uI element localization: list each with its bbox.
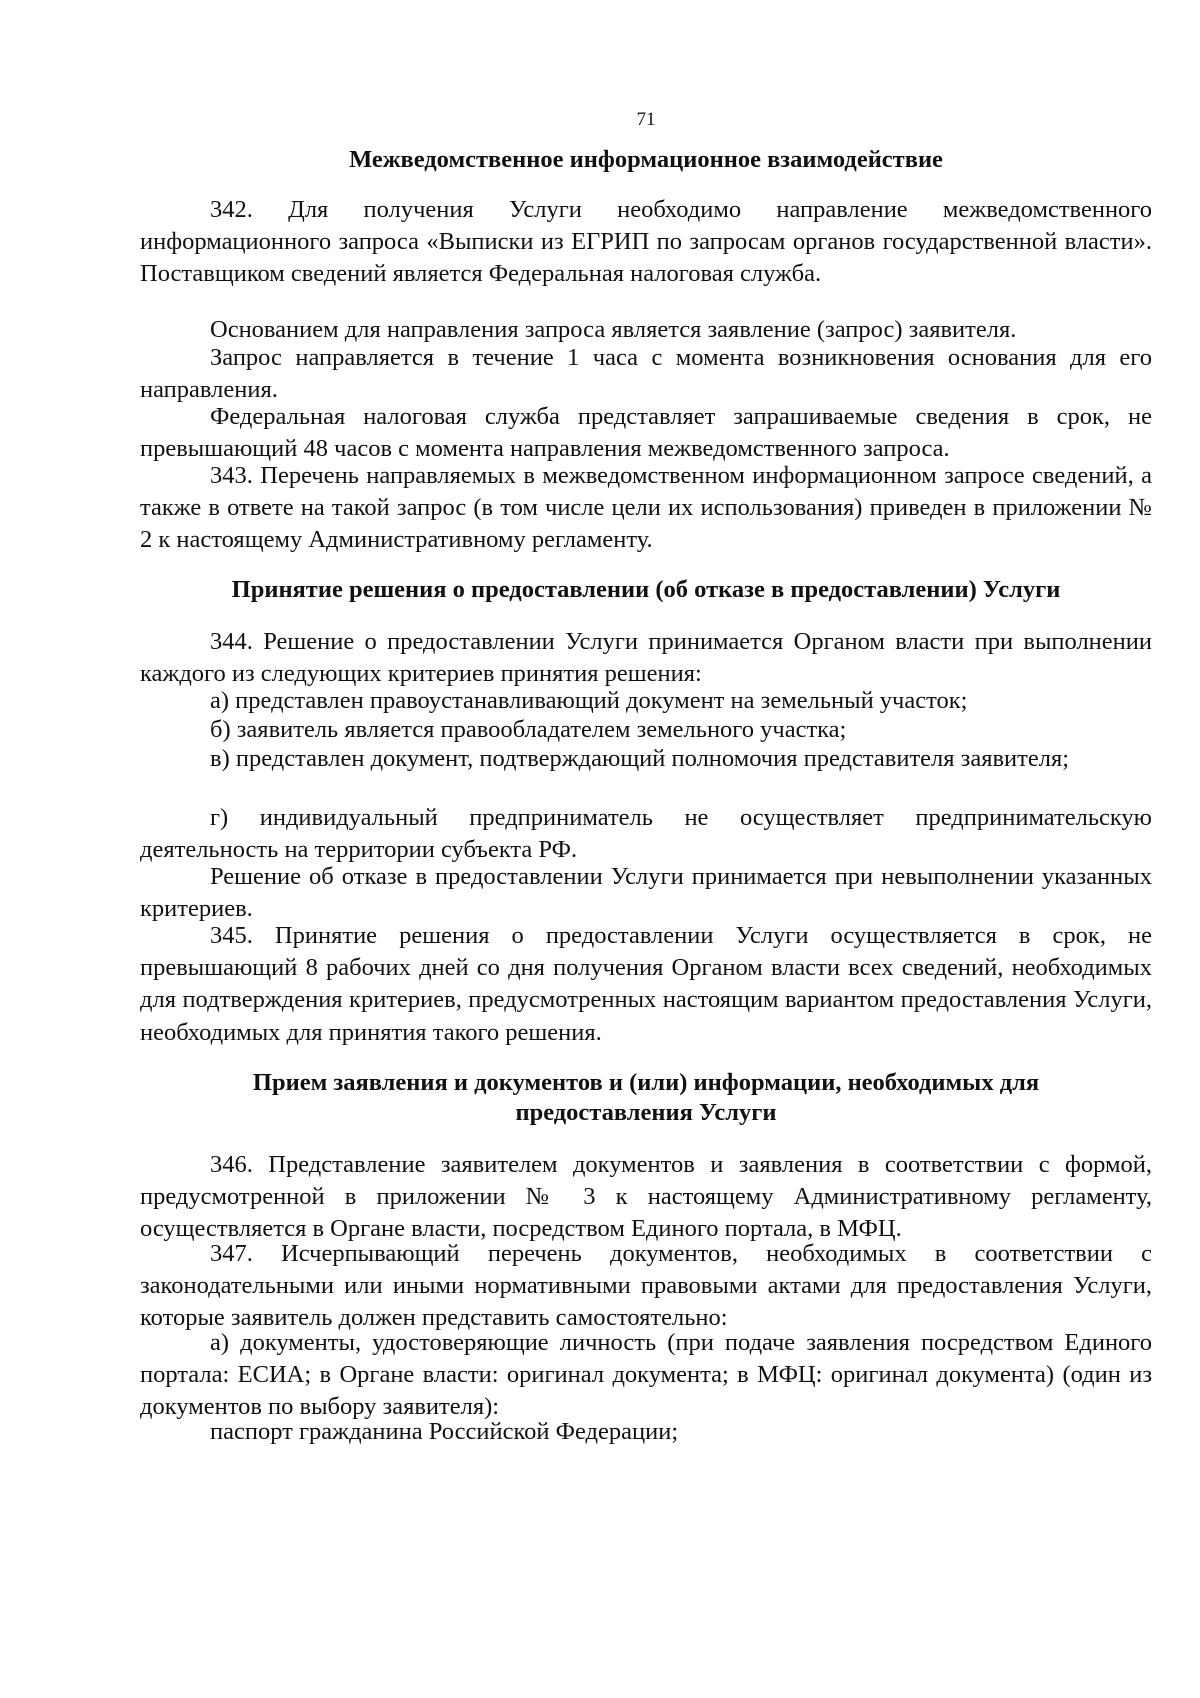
paragraph-346: 346. Представление заявителем документов и заявления в соответствии с формой, предусмотренной в приложении № 3 к настоящему Административному регламенту, осуществляется в Органе власти, посредством Единого портала, в МФЦ. (140, 1151, 1152, 1243)
criterion-b: б) заявитель является правообладателем земельного участка; (210, 716, 847, 743)
paragraph-basis: Основанием для направления запроса является заявление (запрос) заявителя. (210, 316, 1017, 343)
paragraph-passport: паспорт гражданина Российской Федерации; (210, 1418, 679, 1445)
paragraph-344: 344. Решение о предоставлении Услуги принимается Органом власти при выполнении каждого из следующих критериев принятия решения: (140, 628, 1152, 688)
paragraph-345: 345. Принятие решения о предоставлении Услуги осуществляется в срок, не превышающий 8 рабочих дней со дня получения Органом власти всех сведений, необходимых для подтверждения критериев, предусмотренных настоящим вариантом предоставления Услуги, необходимых для принятия такого решения. (140, 922, 1152, 1046)
criterion-v: в) представлен документ, подтверждающий полномочия представителя заявителя; (210, 745, 1070, 772)
paragraph-request-timing: Запрос направляется в течение 1 часа с момента возникновения основания для его направления. (140, 344, 1152, 404)
paragraph-tax-service: Федеральная налоговая служба представляет запрашиваемые сведения в срок, не превышающий 48 часов с момента направления межведомственного запроса. (140, 403, 1152, 463)
paragraph-347-a: а) документы, удостоверяющие личность (при подаче заявления посредством Единого портала: ЕСИА; в Органе власти: оригинал документа; в МФЦ: оригинал документа) (один из документов по выбору заявителя): (140, 1329, 1152, 1421)
paragraph-342: 342. Для получения Услуги необходимо направление межведомственного информационного запроса «Выписки из ЕГРИП по запросам органов государственной власти». Поставщиком сведений является Федеральная налоговая служба. (140, 196, 1152, 288)
paragraph-refusal: Решение об отказе в предоставлении Услуги принимается при невыполнении указанных критериев. (140, 863, 1152, 923)
paragraph-347: 347. Исчерпывающий перечень документов, необходимых в соответствии с законодательными или иными нормативными правовыми актами для предоставления Услуги, которые заявитель должен представить самостоятельно: (140, 1240, 1152, 1332)
criterion-a: а) представлен правоустанавливающий документ на земельный участок; (210, 687, 968, 714)
section-heading-decision: Принятие решения о предоставлении (об отказе в предоставлении) Услуги (231, 576, 1061, 603)
section-heading-interagency: Межведомственное информационное взаимодействие (349, 146, 943, 173)
section-heading-application-line1: Прием заявления и документов и (или) информации, необходимых для (252, 1069, 1040, 1096)
paragraph-343: 343. Перечень направляемых в межведомственном информационном запросе сведений, а также в ответе на такой запрос (в том числе цели их использования) приведен в приложении № 2 к настоящему Административному регламенту. (140, 462, 1152, 554)
section-heading-application-line2: предоставления Услуги (515, 1099, 777, 1126)
criterion-g: г) индивидуальный предприниматель не осуществляет предпринимательскую деятельность на территории субъекта РФ. (140, 804, 1152, 864)
page-number: 71 (636, 109, 656, 130)
